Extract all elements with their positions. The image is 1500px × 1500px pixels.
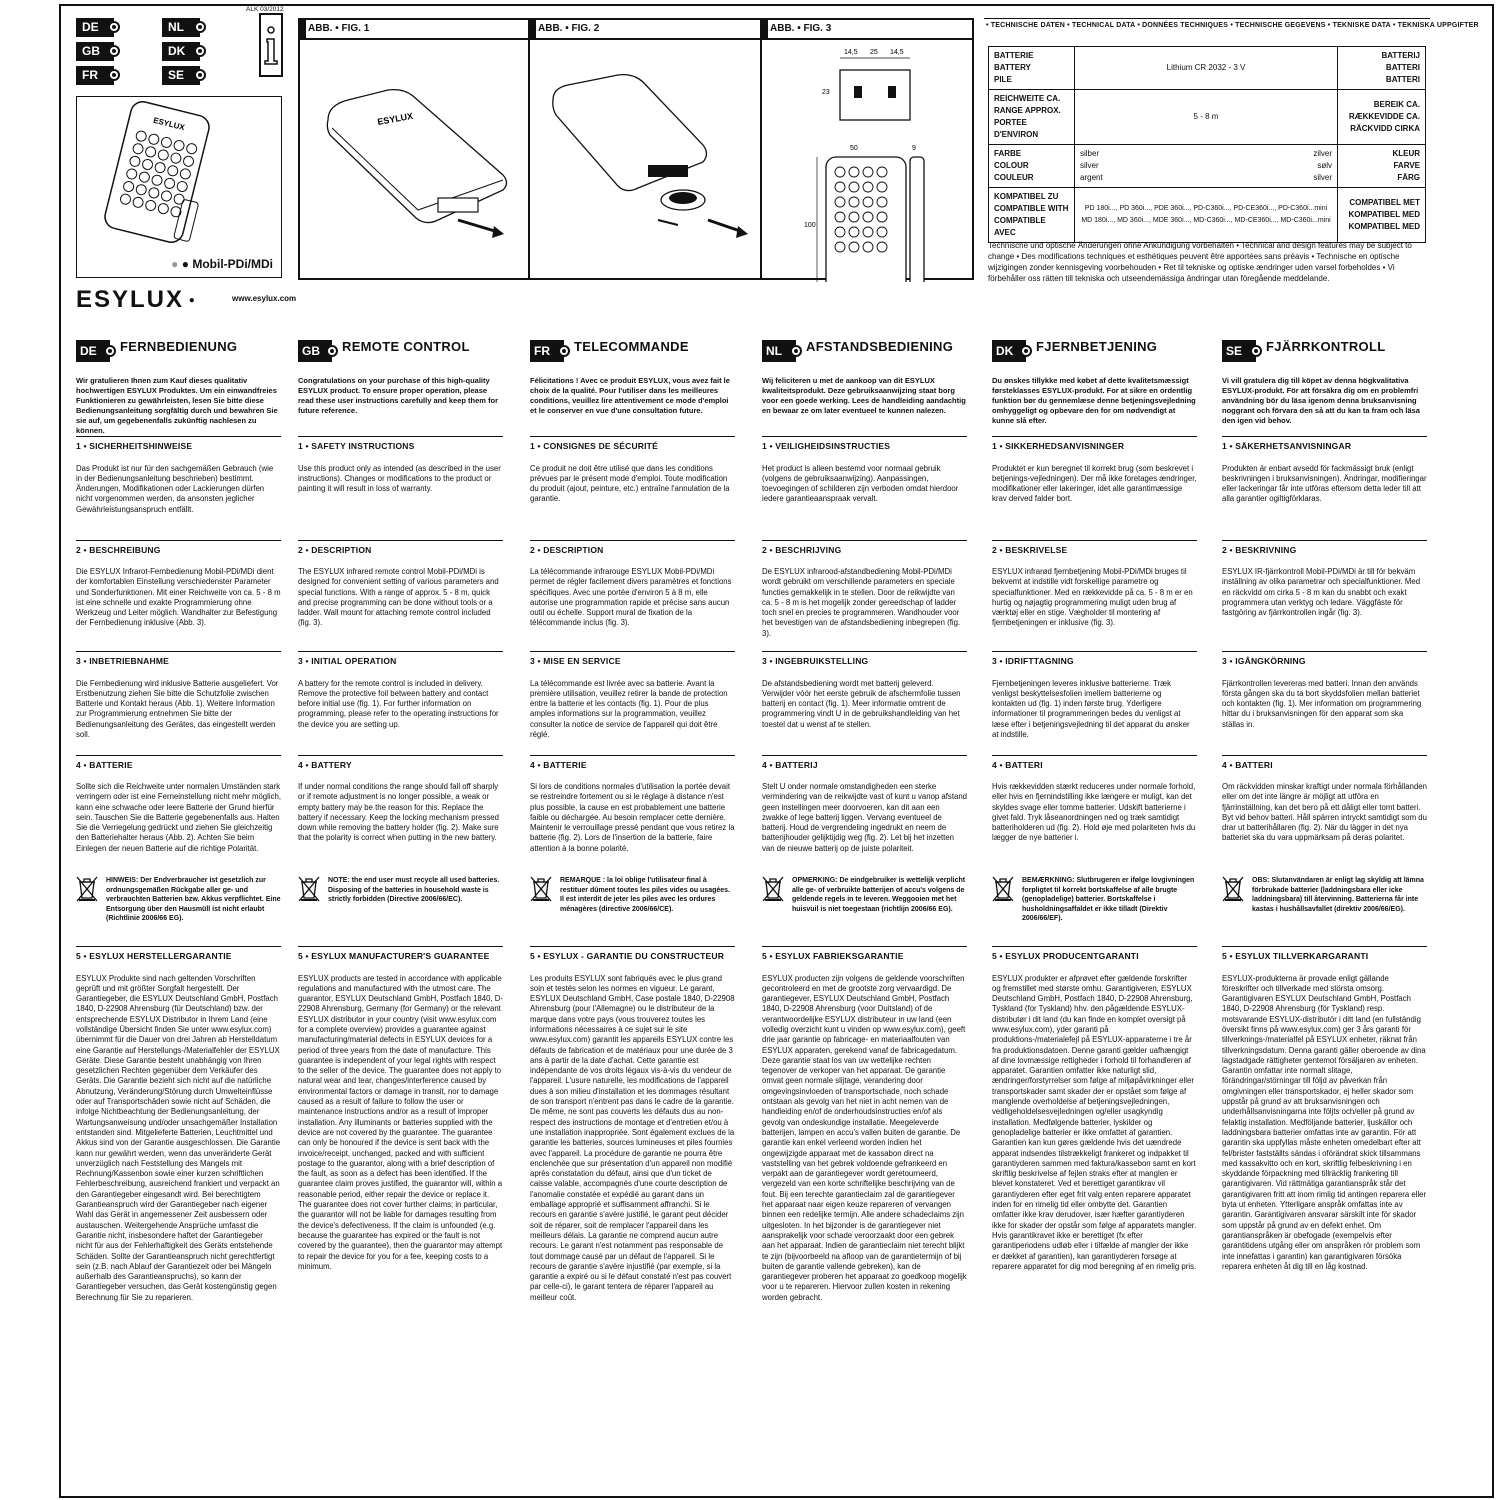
product-name-label: ● ● Mobil-PDi/MDi <box>171 257 273 271</box>
figure-1-panel <box>298 18 530 280</box>
lang-badge-de: DE <box>76 18 114 37</box>
column-title: REMOTE CONTROL <box>342 339 470 354</box>
section-heading: 5 • ESYLUX HERSTELLERGARANTIE <box>76 946 281 962</box>
section-heading: 1 • SICHERHEITSHINWEISE <box>76 436 281 452</box>
section-heading: 4 • BATTERIJ <box>762 755 967 771</box>
language-column-dk <box>992 340 1197 1272</box>
dim-label: 9 <box>912 145 916 152</box>
column-title: FJÄRRKONTROLL <box>1266 339 1386 354</box>
dim-label: 14,5 <box>844 49 858 56</box>
section-heading: 3 • MISE EN SERVICE <box>530 651 735 667</box>
lang-badge-nl: NL <box>162 18 200 37</box>
doc-code: ALK 03/2012 <box>246 6 284 13</box>
lang-code-badge: DE <box>76 340 110 362</box>
recycle-bin-icon <box>1222 876 1244 902</box>
section-body: The ESYLUX infrared remote control Mobil-PDi/MDi is designed for convenient setting of various parameters and special functions. With a range of approx. 5 - 8 m, quick and precise programming can be done without tools or a ladder. Wall mount for attaching remote control included (fig. 3). <box>298 567 499 628</box>
section-body: Fjärrkontrollen levereras med batteri. Innan den används första gången ska du ta bort skyddsfolien mellan batteriet och kontakten (fig. 1). Mer information om programmering hittar du i bruksanvisningen för den apparat som ska ställas in. <box>1222 678 1422 729</box>
disposal-note-text: OPMERKING: De eindgebruiker is wettelijk verplicht alle ge- of verbruikte batterijen of accu's volgens de geldende regels in te leveren. Weggooien met het huisvuil is niet toegestaan (richtlijn 2006/66 EG). <box>792 877 966 913</box>
lang-badge-se: SE <box>162 66 200 85</box>
figure-3-drawing <box>762 42 972 282</box>
section-heading: 2 • DESCRIPTION <box>298 540 503 556</box>
intro-text: Wir gratulieren Ihnen zum Kauf dieses qualitativ hochwertigen ESYLUX Produktes. Um ein einwandfreies Funktionieren zu gewährleisten, lesen Sie bitte diese Bedienungsanleitung sorgfältig durch und bewahren Sie sie auf, um gegebenenfalls zukünftig nachlesen zu können. <box>76 376 278 435</box>
table-row: FARBE COLOUR COULEUR silber zilver silver sølv argent silver KLEUR FARVE FÄRG <box>989 145 1426 188</box>
dim-label: 14,5 <box>890 49 904 56</box>
tech-data-table <box>988 46 1426 243</box>
intro-text: Du ønskes tillykke med købet af dette kvalitetsmæssigt førsteklasses ESYLUX-produkt. For at sikre en ordentlig funktion bør du gennemlæse denne betjeningsvejledning omhyggeligt og opbevare den for om nødvendigt at kunne slå efter. <box>992 376 1196 425</box>
figure-2-title: ABB. • FIG. 2 <box>538 23 600 34</box>
disposal-note-text: NOTE: the end user must recycle all used batteries. Disposing of the batteries in household waste is strictly forbidden (Directive 2006/66/EC). <box>328 877 500 903</box>
lang-badge-gb: GB <box>76 42 114 61</box>
disposal-note <box>298 876 503 936</box>
dim-label: 100 <box>804 222 816 229</box>
dim-label: 25 <box>870 49 878 56</box>
section-body: ESYLUX IR-fjärrkontroll Mobil-PDi/MDi är till för bekväm inställning av olika parametrar och specialfunktioner. Med en räckvidd om cirka 5 - 8 m kan du snabbt och exakt programmera utan verktyg och ledare. Väggfäste för fastgöring av fjärrkontrollen ingår (fig. 3). <box>1222 567 1421 618</box>
figure-2-panel <box>530 18 762 280</box>
section-body: Produkten är enbart avsedd för fackmässigt bruk (enligt beskrivningen i bruksanvisningen). Ändringar, modifieringar eller lackeringar får inte utföras eftersom detta leder till att alla garantier ogiltigförklaras. <box>1222 463 1427 504</box>
column-title: FERNBEDIENUNG <box>120 339 238 354</box>
section-heading: 1 • SIKKERHEDSANVISNINGER <box>992 436 1197 452</box>
tech-data-heading: • TECHNISCHE DATEN • TECHNICAL DATA • DONNÉES TECHNIQUES • TECHNISCHE GEGEVENS • TEKNISKE DATA • TEKNISKA UPPGIFTER <box>986 22 1479 29</box>
column-title: AFSTANDSBEDIENING <box>806 339 954 354</box>
table-row: KOMPATIBEL ZU COMPATIBLE WITH COMPATIBLE AVEC PD 180i..., PD 360i..., PDE 360i..., PD-C360i..., PD-CE360i..., PD-C360i...mini MD 180i..., MD 360i..., MDE 360i..., MD-C360i..., MD-CE360i..., MD-C360i...mini COMPATIBEL MET KOMPATIBEL MED KOMPATIBEL MED <box>989 188 1426 243</box>
section-heading: 2 • BESKRIVNING <box>1222 540 1427 556</box>
disposal-note <box>530 876 735 936</box>
disclaimer-text: Technische und optische Änderungen ohne Ankündigung vorbehalten • Technical and design features may be subject to change • Des modifications techniques et esthétiques peuvent être apportées sans préavis • Technische en optische wijzigingen zonder kennisgeving voorbehouden • Ret til tekniske og optiske ændringer uden varsel forbeholdes • Vi förbehåller oss rätten till tekniska och utseendemässiga ändringar utan föregående meddelande. <box>988 241 1412 283</box>
remote-control-illustration <box>77 97 280 247</box>
section-heading: 5 • ESYLUX TILLVERKARGARANTI <box>1222 946 1427 962</box>
table-row: REICHWEITE CA. RANGE APPROX. PORTEE D'ENVIRON 5 - 8 m BEREIK CA. RÆKKEVIDDE CA. RÄCKVIDD CIRKA <box>989 90 1426 145</box>
section-heading: 1 • SAFETY INSTRUCTIONS <box>298 436 503 452</box>
figure-3-title: ABB. • FIG. 3 <box>770 23 832 34</box>
recycle-bin-icon <box>530 876 552 902</box>
column-title: TELECOMMANDE <box>574 339 689 354</box>
figure-1-drawing <box>308 80 523 250</box>
section-body: ESYLUX Produkte sind nach geltenden Vorschriften geprüft und mit größter Sorgfalt hergestellt. Der Garantiegeber, die ESYLUX Deutschland GmbH, Postfach 1840, D-22908 Ahrensburg (für Deutschland) bzw. der entsprechende ESYLUX Distributor in Ihrem Land (eine vollständige Übersicht finden Sie unter www.esylux.com) übernimmt für die Dauer von drei Jahren ab Herstelldatum eine Garantie auf Herstellungs-/Materialfehler der ESYLUX Geräte. Diese Garantie besteht unabhängig von Ihren gesetzlichen Rechten gegenüber dem Verkäufer des Geräts. Die Garantie bezieht sich nicht auf die natürliche Abnutzung, Veränderung/Störung durch Umwelteinflüsse oder auf Transportschäden sowie nicht auf Schäden, die infolge Nichtbeachtung der Bedienungsanleitung, der Wartungsanweisung und/oder unsachgemäßer Installation entstanden sind. Mitgelieferte Batterien, Leuchtmittel und Akkus sind von der Garantie ausgeschlossen. Die Garantie kann nur gewährt werden, wenn das unveränderte Gerät unverzüglich nach Feststellung des Mangels mit Rechnung/Kassenbon sowie einer kurzen schriftlichen Fehlerbeschreibung, ausreichend frankiert und verpackt an den Garantiegeber eingesandt wird. Bei berechtigtem Garantieanspruch wird der Garantiegeber nach eigener Wahl das Gerät in angemessener Zeit ausbessern oder austauschen. Weitergehende Ansprüche umfasst die Garantie nicht, insbesondere haftet der Garantiegeber nicht für aus der Fehlerhaftigkeit des Geräts entstehende Schäden. Sollte der Garantieanspruch nicht gerechtfertigt sein (z.B. nach Ablauf der Garantiezeit oder bei Mängeln außerhalb des Garantieanspruchs), so kann der Garantiegeber versuchen, das Gerät kostengünstig gegen Berechnung für Sie zu reparieren. <box>76 973 281 1302</box>
recycle-bin-icon <box>76 876 98 902</box>
section-body: ESYLUX-produkterna är provade enligt gällande föreskrifter och tillverkade med största omsorg. Garantigivaren ESYLUX Deutschland GmbH, Postfach 1840, D-22908 Ahrensburg (för Tyskland) resp. motsvarande ESYLUX-distributör i ditt land (en fullständig översikt finns på www.esylux.com) ger 3 års garanti för tillverknings-/materialfel på ESYLUX enheter, räknat från tillverkningsdatum. Denna garanti gäller oberoende av dina lagstadgade rättigheter gentemot försäljaren av enheten. Garantin omfattar inte normalt slitage, förändringar/störningar till följd av påverkan från omgivningen eller transportskador, ej heller skador som uppstår på grund av att bruksanvisningen och underhållsanvisningarna inte följts och/eller på grund av felaktig installation. Medföljande batterier, ljuskällor och laddningsbara batterier omfattas inte av garantin. För att garantin ska uppfyllas måste enheten omedelbart efter att fel/brister fastställts sändas i oförändrat skick tillsammans med kassakvitto och en kort, skriftlig felbeskrivning i en skyddande förpackning med tillräcklig frankering till garantigivaren. Vid rättmätiga garantianspråk står det garantigivaren fritt att inom rimlig tid antingen reparera eller byta ut enheten. Ytterligare anspråk omfattas inte av garantin. Garantigivaren ansvarar särskilt inte för skador som uppstår på grund av en defekt enhet. Om garantianspråken är obefogade (exempelvis efter garantitidens utgång eller om anspråken rör problem som inte innefattas i garantin) kan garantigivaren försöka reparera enheten åt dig till en låg kostnad. <box>1222 973 1427 1271</box>
section-heading: 2 • BESCHREIBUNG <box>76 540 281 556</box>
section-heading: 1 • VEILIGHEIDSINSTRUCTIES <box>762 436 967 452</box>
section-body: Fjernbetjeningen leveres inklusive batterierne. Træk venligst beskyttelsesfolien imellem batterierne og kontakten ud (fig. 1) inden første brug. Yderligere informationer til programmeringen bedes du venligst at læse efter i betjeningsvejledning til det apparat du ønsker at indstille. <box>992 678 1190 739</box>
section-heading: 2 • BESKRIVELSE <box>992 540 1197 556</box>
figure-2-drawing <box>538 70 753 250</box>
section-heading: 3 • IGÅNGKÖRNING <box>1222 651 1427 667</box>
lang-code-badge: GB <box>298 340 332 362</box>
language-column-de <box>76 340 281 1303</box>
section-heading: 1 • CONSIGNES DE SÉCURITÉ <box>530 436 735 452</box>
figure-1-brand: ESYLUX <box>376 110 414 127</box>
brand-logo: ESYLUX ● <box>76 286 197 313</box>
dim-label: 23 <box>822 89 830 96</box>
disposal-note <box>76 876 281 936</box>
language-column-gb <box>298 340 503 1272</box>
section-body: Stelt U onder normale omstandigheden een sterke vermindering van de reikwijdte vast of kunt u vanop afstand geen instellingen meer doorvoeren, kan dit aan een zwakke of lege batterij liggen. Vervang eventueel de batterij. Houd de vergrendeling ingedrukt en neem de batterijhouder gelijktijdig weg (fig. 2). Let bij het inzetten van de nieuwe batterij op de juiste polariteit. <box>762 782 967 853</box>
section-heading: 3 • INGEBRUIKSTELLING <box>762 651 967 667</box>
lang-code-badge: FR <box>530 340 564 362</box>
figure-3-panel <box>762 18 974 280</box>
intro-text: Vi vill gratulera dig till köpet av denna högkvalitativa ESYLUX-produkt. För att försäkra dig om en problemfri användning bör du läsa igenom denna bruksanvisning noggrant och förvara den så att du kan ta fram och läsa den igen vid behov. <box>1222 376 1420 425</box>
disposal-note-text: REMARQUE : la loi oblige l'utilisateur final à restituer dûment toutes les piles vides ou usagées. Il est interdit de jeter les piles avec les ordures ménagères (directive 2006/66/CE). <box>560 877 730 913</box>
disposal-note-text: BEMÆRKNING: Slutbrugeren er ifølge lovgivningen forpligtet til korrekt bortskaffelse af alle brugte (genopladelige) batterier. Bortskaffelse i husholdningsaffaldet er ikke tilladt (Direktiv 2006/66/EF). <box>1022 877 1195 922</box>
section-body: ESYLUX products are tested in accordance with applicable regulations and manufactured with the utmost care. The guarantor, ESYLUX Deutschland GmbH, Postfach 1840, D-22908 Ahrensburg, Germany (for Germany) or the relevant ESYLUX distributor in your country (visit www.esylux.com for a complete overview) provides a guarantee against manufacturing/material defects in ESYLUX devices for a period of three years from the date of manufacture. This guarantee is independent of your legal rights with respect to the seller of the device. The guarantee does not apply to natural wear and tear, changes/interference caused by environmental factors or damage in transit, nor to damage caused as a result of failure to follow the user or maintenance instructions and/or as a result of improper installation. Any illuminants or batteries supplied with the device are not covered by the guarantee. The guarantee can only be honoured if the device is sent back with the invoice/receipt, unchanged, packed and with sufficient postage to the guarantor, along with a brief description of the fault, as soon as a defect has been identified. If the guarantee claim proves justified, the guarantor will, within a reasonable period, either repair the device or replace it. The guarantee does not cover further claims; in particular, the guarantor will not be liable for damages resulting from the device's defectiveness. If the claim is unfounded (e.g. because the guarantee has expired or the fault is not covered by the guarantee), then the guarantor may attempt to repair the device for you for a fee, keeping costs to a minimum. <box>298 973 503 1271</box>
section-body: Das Produkt ist nur für den sachgemäßen Gebrauch (wie in der Bedienungsanleitung beschrieben) bestimmt. Änderungen, Modifikationen oder Lackierungen dürfen nicht vorgenommen werden, da ansonsten jeglicher Gewährleistungsanspruch entfällt. <box>76 463 274 514</box>
lang-badge-dk: DK <box>162 42 200 61</box>
section-heading: 3 • IDRIFTTAGNING <box>992 651 1197 667</box>
section-body: ESYLUX infrarød fjernbetjening Mobil-PDi/MDi bruges til bekvemt at indstille vidt forskellige parametre og specialfunktioner. Med en rækkevidde på ca. 5 - 8 m er en hurtig og nøjagtig programmering muligt uden brug af værktøj eller en stige. Vægholder til montering af fjernbetjeningen er inklusive (fig. 3). <box>992 567 1193 628</box>
table-row: BATTERIE BATTERY PILE Lithium CR 2032 - 3 V BATTERIJ BATTERI BATTERI <box>989 47 1426 90</box>
divider <box>984 18 1430 19</box>
column-header <box>762 340 967 362</box>
section-body: Produktet er kun beregnet til korrekt brug (som beskrevet i betjenings-vejledningen). Der må ikke foretages ændringer, modifikationer eller lakeringer, idet alle garantimæssige krav derved falder bort. <box>992 463 1197 504</box>
section-body: Use this product only as intended (as described in the user instructions). Changes or modifications to the product or painting it will result in loss of warranty. <box>298 463 501 494</box>
disposal-note-text: OBS: Slutanvändaren är enligt lag skyldig att lämna förbrukade batterier (laddningsbara eller icke laddningsbara) till återvinning. Batterierna får inte kastas i hushållsavfallet (direktiv 2006/66/EG). <box>1252 877 1424 913</box>
column-header <box>298 340 503 362</box>
lang-badge-fr: FR <box>76 66 114 85</box>
section-body: ESYLUX producten zijn volgens de geldende voorschriften gecontroleerd en met de grootste zorg vervaardigd. De garantiegever, ESYLUX Deutschland GmbH, Postfach 1840, D-22908 Ahrensburg (voor Duitsland) of de verantwoordelijke ESYLUX distributeur in uw land (een volledig overzicht kunt u vinden op www.esylux.com), geeft drie jaar garantie op fabricage- en materiaalfouten van ESYLUX apparaten, gerekend vanaf de fabricagedatum. Deze garantie staat los van uw wettelijke rechten tegenover de verkoper van het apparaat. De garantie omvat geen normale slijtage, verandering door omgevingsinvloeden of transportschade, noch schade ontstaan als gevolg van het niet in acht nemen van de handleiding en/of de onderhoudsinstructies en/of als gevolg van ondeskundige installatie. Meegeleverde batterijen, lampen en accu's vallen buiten de garantie. De garantie kan enkel verleend worden indien het ongewijzigde apparaat met de kassabon direct na vaststelling van het gebrek voldoende gefrankeerd en verpakt aan de garantiegever wordt geretourneerd, vergezeld van een korte schriftelijke beschrijving van de fout. Bij een terechte garantieclaim zal de garantiegever het apparaat naar eigen keuze repareren of vervangen binnen een redelijke termijn. Alle andere schadeclaims zijn uitgesloten. In het bijzonder is de garantiegever niet aansprakelijk voor schade veroorzaakt door een gebrek aan het apparaat. Indien de garantieclaim niet terecht blijkt te zijn (bijvoorbeeld na afloop van de garantietermijn of bij buiten de garantie vallende gebreken), kan de garantiegever proberen het apparaat zo goedkoop mogelijk voor u te repareren. Hiervoor zullen kosten in rekening worden gebracht. <box>762 973 967 1302</box>
section-body: De afstandsbediening wordt met batterij geleverd. Verwijder vóór het eerste gebruik de afschermfolie tussen batterij en contact (fig. 1). Meer informatie omtrent de programmering vindt U in de gebruikshandleiding van het toestel dat u wenst af te stellen. <box>762 678 961 729</box>
disposal-note-text: HINWEIS: Der Endverbraucher ist gesetzlich zur ordnungsgemäßen Rückgabe aller ge- und verbrauchten Batterien bzw. Akkus verpflichtet. Eine Entsorgung über den Hausmüll ist nicht erlaubt (Richtlinie 2006/66 EG). <box>106 877 281 922</box>
section-body: Ce produit ne doit être utilisé que dans les conditions prévues par le présent mode d'emploi. Toute modification du produit (ajout, peinture, etc.) entraîne l'annulation de la garantie. <box>530 463 730 504</box>
section-body: Die ESYLUX Infrarot-Fernbedienung Mobil-PDi/MDi dient der komfortablen Einstellung verschiedenster Parameter und Sonderfunktionen. Mit einer Reichweite von ca. 5 - 8 m ist eine schnelle und exakte Programmierung ohne Werkzeug und Leiter möglich. Wandhalter zur Befestigung der Fernbedienung inklusive (Abb. 3). <box>76 567 281 628</box>
section-heading: 4 • BATTERI <box>1222 755 1427 771</box>
section-heading: 1 • SÄKERHETSANVISNINGAR <box>1222 436 1427 452</box>
column-header <box>1222 340 1427 362</box>
language-column-fr <box>530 340 735 1303</box>
section-heading: 4 • BATTERIE <box>76 755 281 771</box>
product-image-box <box>76 96 282 278</box>
section-heading: 5 • ESYLUX PRODUCENTGARANTI <box>992 946 1197 962</box>
website-link[interactable]: www.esylux.com <box>232 294 297 303</box>
recycle-bin-icon <box>992 876 1014 902</box>
section-body: Het product is alleen bestemd voor normaal gebruik (volgens de gebruiksaanwijzing). Aanpassingen, toevoegingen of schilderen zijn verboden omdat hierdoor iedere garantieaanspraak vervalt. <box>762 463 959 504</box>
disposal-note <box>1222 876 1427 936</box>
column-header <box>992 340 1197 362</box>
recycle-bin-icon <box>298 876 320 902</box>
lang-code-badge: NL <box>762 340 796 362</box>
dim-label: 50 <box>850 145 858 152</box>
lang-code-badge: SE <box>1222 340 1256 362</box>
section-body: Die Fernbedienung wird inklusive Batterie ausgeliefert. Vor Erstbenutzung ziehen Sie bitte die Schutzfolie zwischen Batterie und Kontakt heraus (Abb. 1). Weitere Information zur Programmierung entnehmen Sie bitte der Bedienungsanleitung des Gerätes, das eingestellt werden soll. <box>76 678 279 739</box>
disposal-note <box>762 876 967 936</box>
section-heading: 4 • BATTERI <box>992 755 1197 771</box>
section-body: If under normal conditions the range should fall off sharply or if remote adjustment is no longer possible, a weak or empty battery may be the reason for this. Replace the battery if necessary. Keep the locking mechanism pressed down while removing the battery holder (fig. 2). Make sure that the polarity is correct when putting in the new battery. <box>298 782 499 843</box>
section-heading: 4 • BATTERY <box>298 755 503 771</box>
section-body: A battery for the remote control is included in delivery. Remove the protective foil between battery and contact before initial use (fig. 1). For further information on programming, please refer to the operating instructions for the device you are setting up. <box>298 678 499 729</box>
remote-brand: ESYLUX <box>152 115 186 133</box>
section-body: Les produits ESYLUX sont fabriqués avec le plus grand soin et testés selon les normes en vigueur. Le garant, ESYLUX Deutschland GmbH, Case postale 1840, D-22908 Ahrensburg (pour l'Allemagne) ou le distributeur de la marque dans votre pays (vous trouverez toutes les informations nécessaires à ce sujet sur le site www.esylux.com) garantit les appareils ESYLUX contre les défauts de fabrication et de matériaux pour une durée de 3 ans à partir de la date d'achat. Cette garantie est indépendante de vos droits légaux vis-à-vis du vendeur de l'appareil. L'usure naturelle, les modifications de l'appareil dues à son milieu d'installation et les dommages résultant de son transport n'entrent pas dans le cadre de la garantie. De même, ne sont pas couverts les défauts dus au non-respect des instructions de montage et d'entretien et/ou à une installation inappropriée. Sont également exclues de la garantie les batteries, sources lumineuses et piles fournies avec l'appareil. La procédure de garantie ne pourra être enclenchée que sur présentation d'un appareil non modifié après constatation du défaut, ainsi que d'un ticket de caisse valable, accompagnés d'une courte description de l'anomalie constatée et expédié au garant dans un emballage approprié et suffisamment affranchi. Si le recours en garantie s'avère justifié, le garant peut décider soit de réparer, soit de remplacer l'appareil dans les meilleurs délais. La garantie ne comprend aucun autre recours. Le garant n'est notamment pas responsable de tout dommage causé par un défaut de l'appareil. Si le recours de garantie s'avère injustifié (par exemple, si la garantie a expiré ou si le défaut constaté n'est pas couvert par celle-ci), le garant tentera de réparer l'appareil au meilleur coût. <box>530 973 735 1302</box>
section-heading: 5 • ESYLUX MANUFACTURER'S GUARANTEE <box>298 946 503 962</box>
disposal-note <box>992 876 1197 936</box>
info-icon <box>259 13 283 77</box>
section-body: Hvis rækkevidden stærkt reduceres under normale forhold, eller hvis en fjernindstilling ikke længere er muligt, kan det skyldes svage eller tomme batterier. Udskift batterierne i givet fald. Tryk låseanordningen ned og træk samtidigt batteriholderen ud (fig. 2). Hold øje med polariteten hvis du lægger de nye batterier i. <box>992 782 1196 843</box>
recycle-bin-icon <box>762 876 784 902</box>
section-body: La télécommande infrarouge ESYLUX Mobil-PDi/MDi permet de régler facilement divers paramètres et fonctions spécifiques. Avec une portée d'environ 5 à 8 m, elle autorise une programmation rapide et précise sans aucun outil ou échelle. Support mural de fixation de la télécommande inclus (fig. 3). <box>530 567 732 628</box>
intro-text: Congratulations on your purchase of this high-quality ESYLUX product. To ensure proper operation, please read these user instructions carefully and keep them for future reference. <box>298 376 499 415</box>
section-body: De ESYLUX infrarood-afstandbediening Mobil-PDi/MDi wordt gebruikt om verschillende parameters en speciale functies gemakkelijk in te stellen. Door de reikwijdte van ca. 5 - 8 m is het mogelijk zonder gereedschap of ladder toch snel en precies te programmeren. Wandhouder voor het bevestigen van de afstandsbediening inbegrepen (fig. 3). <box>762 567 961 638</box>
intro-text: Wij feliciteren u met de aankoop van dit ESYLUX kwaliteitsprodukt. Deze gebruiksaanwijzing staat borg voor een goede werking. Lees de handleiding aandachtig en bewaar ze om later eventueel te kunnen nalezen. <box>762 376 966 415</box>
section-heading: 3 • INBETRIEBNAHME <box>76 651 281 667</box>
lang-code-badge: DK <box>992 340 1026 362</box>
column-header <box>76 340 281 362</box>
section-heading: 2 • BESCHRIJVING <box>762 540 967 556</box>
column-title: FJERNBETJENING <box>1036 339 1158 354</box>
section-heading: 2 • DESCRIPTION <box>530 540 735 556</box>
section-body: La télécommande est livrée avec sa batterie. Avant la première utilisation, veuillez retirer la bande de protection entre la batterie et les contacts (fig. 1). Pour de plus amples informations sur la programmation, veuillez consulter la notice de service de l'appareil qui doit être réglé. <box>530 678 728 739</box>
intro-text: Félicitations ! Avec ce produit ESYLUX, vous avez fait le choix de la qualité. Pour l'utiliser dans les meilleures conditions, veuillez lire attentivement ce mode d'emploi et le conserver en vue d'une consultation future. <box>530 376 730 415</box>
language-column-se <box>1222 340 1427 1272</box>
section-heading: 5 • ESYLUX - GARANTIE DU CONSTRUCTEUR <box>530 946 735 962</box>
section-heading: 4 • BATTERIE <box>530 755 735 771</box>
figure-1-title: ABB. • FIG. 1 <box>308 23 370 34</box>
section-body: Si lors de conditions normales d'utilisation la portée devait se restreindre fortement ou si le réglage à distance n'est plus possible, la cause en est probablement une batterie faible ou déchargée. Au besoin remplacer cette dernière. Maintenir le verrouillage pressé pendant que vous retirez la batterie (fig. 2). Lors de l'insertion de la batterie, faire attention à la bonne polarité. <box>530 782 735 853</box>
column-header <box>530 340 735 362</box>
section-body: ESYLUX produkter er afprøvet efter gældende forskrifter og fremstillet med største omhu. Garantigiveren, ESYLUX Deutschland GmbH, Postfach 1840, D-22908 Ahrensburg, Tyskland (for Tyskland) hhv. den pågældende ESYLUX-distributør i dit land (du kan finde en komplet oversigt på www.esylux.com), yder garanti på produktions-/materialefejl på ESYLUX-apparaterne i tre år fra produktionsdatoen. Denne garanti gælder uafhængigt af dine lovmæssige rettigheder i forhold til forhandleren af apparatet. Garantien omfatter ikke naturligt slid, ændringer/forstyrrelser som følge af miljøpåvirkninger eller transportskader samt skader der er opstået som følge af manglende overholdelse af betjeningsvejledningen, vedligeholdelsesvejledningen og/eller usagkyndig installation. Medfølgende batterier, lyskilder og genopladelige batterier er ikke omfattet af garantien. Garantien kan kun gøres gældende hvis det uændrede apparat indsendes tilstrækkeligt frankeret og indpakket til garantiyderen sammen med faktura/kassebon samt en kort skriftlig beskrivelse af fejlen straks efter at manglen er blevet konstateret. Ved et berettiget garantikrav vil garantiyderen efter eget frit valg enten reparere apparatet inden for en rimelig tid eller ombytte det. Garantien omfatter ikke krav derudover, især hæfter garantiyderen ikke for skader der opstår som følge af apparatets mangler. Hvis garantikravet ikke er berettiget (fx efter garantiperiodens udløb eller i tilfælde af mangler der ikke er dækket af garantien), kan garantiyderen forsøge at reparere apparatet for dig mod beregning af en rimelig pris. <box>992 973 1197 1271</box>
language-column-nl <box>762 340 967 1303</box>
section-body: Om räckvidden minskar kraftigt under normala förhållanden eller om det inte längre är möjligt att utföra en fjärrinställning, kan det bero på ett dåligt eller tomt batteri. Byt vid behov batteri. Håll spärren intryckt samtidigt som du drar ut batterihållaren (fig. 2). När du lägger in det nya batteriet ska du vara uppmärksam på deras polaritet. <box>1222 782 1427 843</box>
section-heading: 5 • ESYLUX FABRIEKSGARANTIE <box>762 946 967 962</box>
section-heading: 3 • INITIAL OPERATION <box>298 651 503 667</box>
section-body: Sollte sich die Reichweite unter normalen Umständen stark verringern oder ist eine Ferneinstellung nicht mehr möglich, kann eine schwache oder leere Batterie der Grund hierfür sein. Tauschen Sie die Batterie gegebenenfalls aus. Halten Sie die Verriegelung gedrückt und ziehen Sie gleichzeitig den Batteriehalter heraus (Abb. 2). Achten Sie beim Einlegen der neuen Batterie auf die richtige Polarität. <box>76 782 281 853</box>
